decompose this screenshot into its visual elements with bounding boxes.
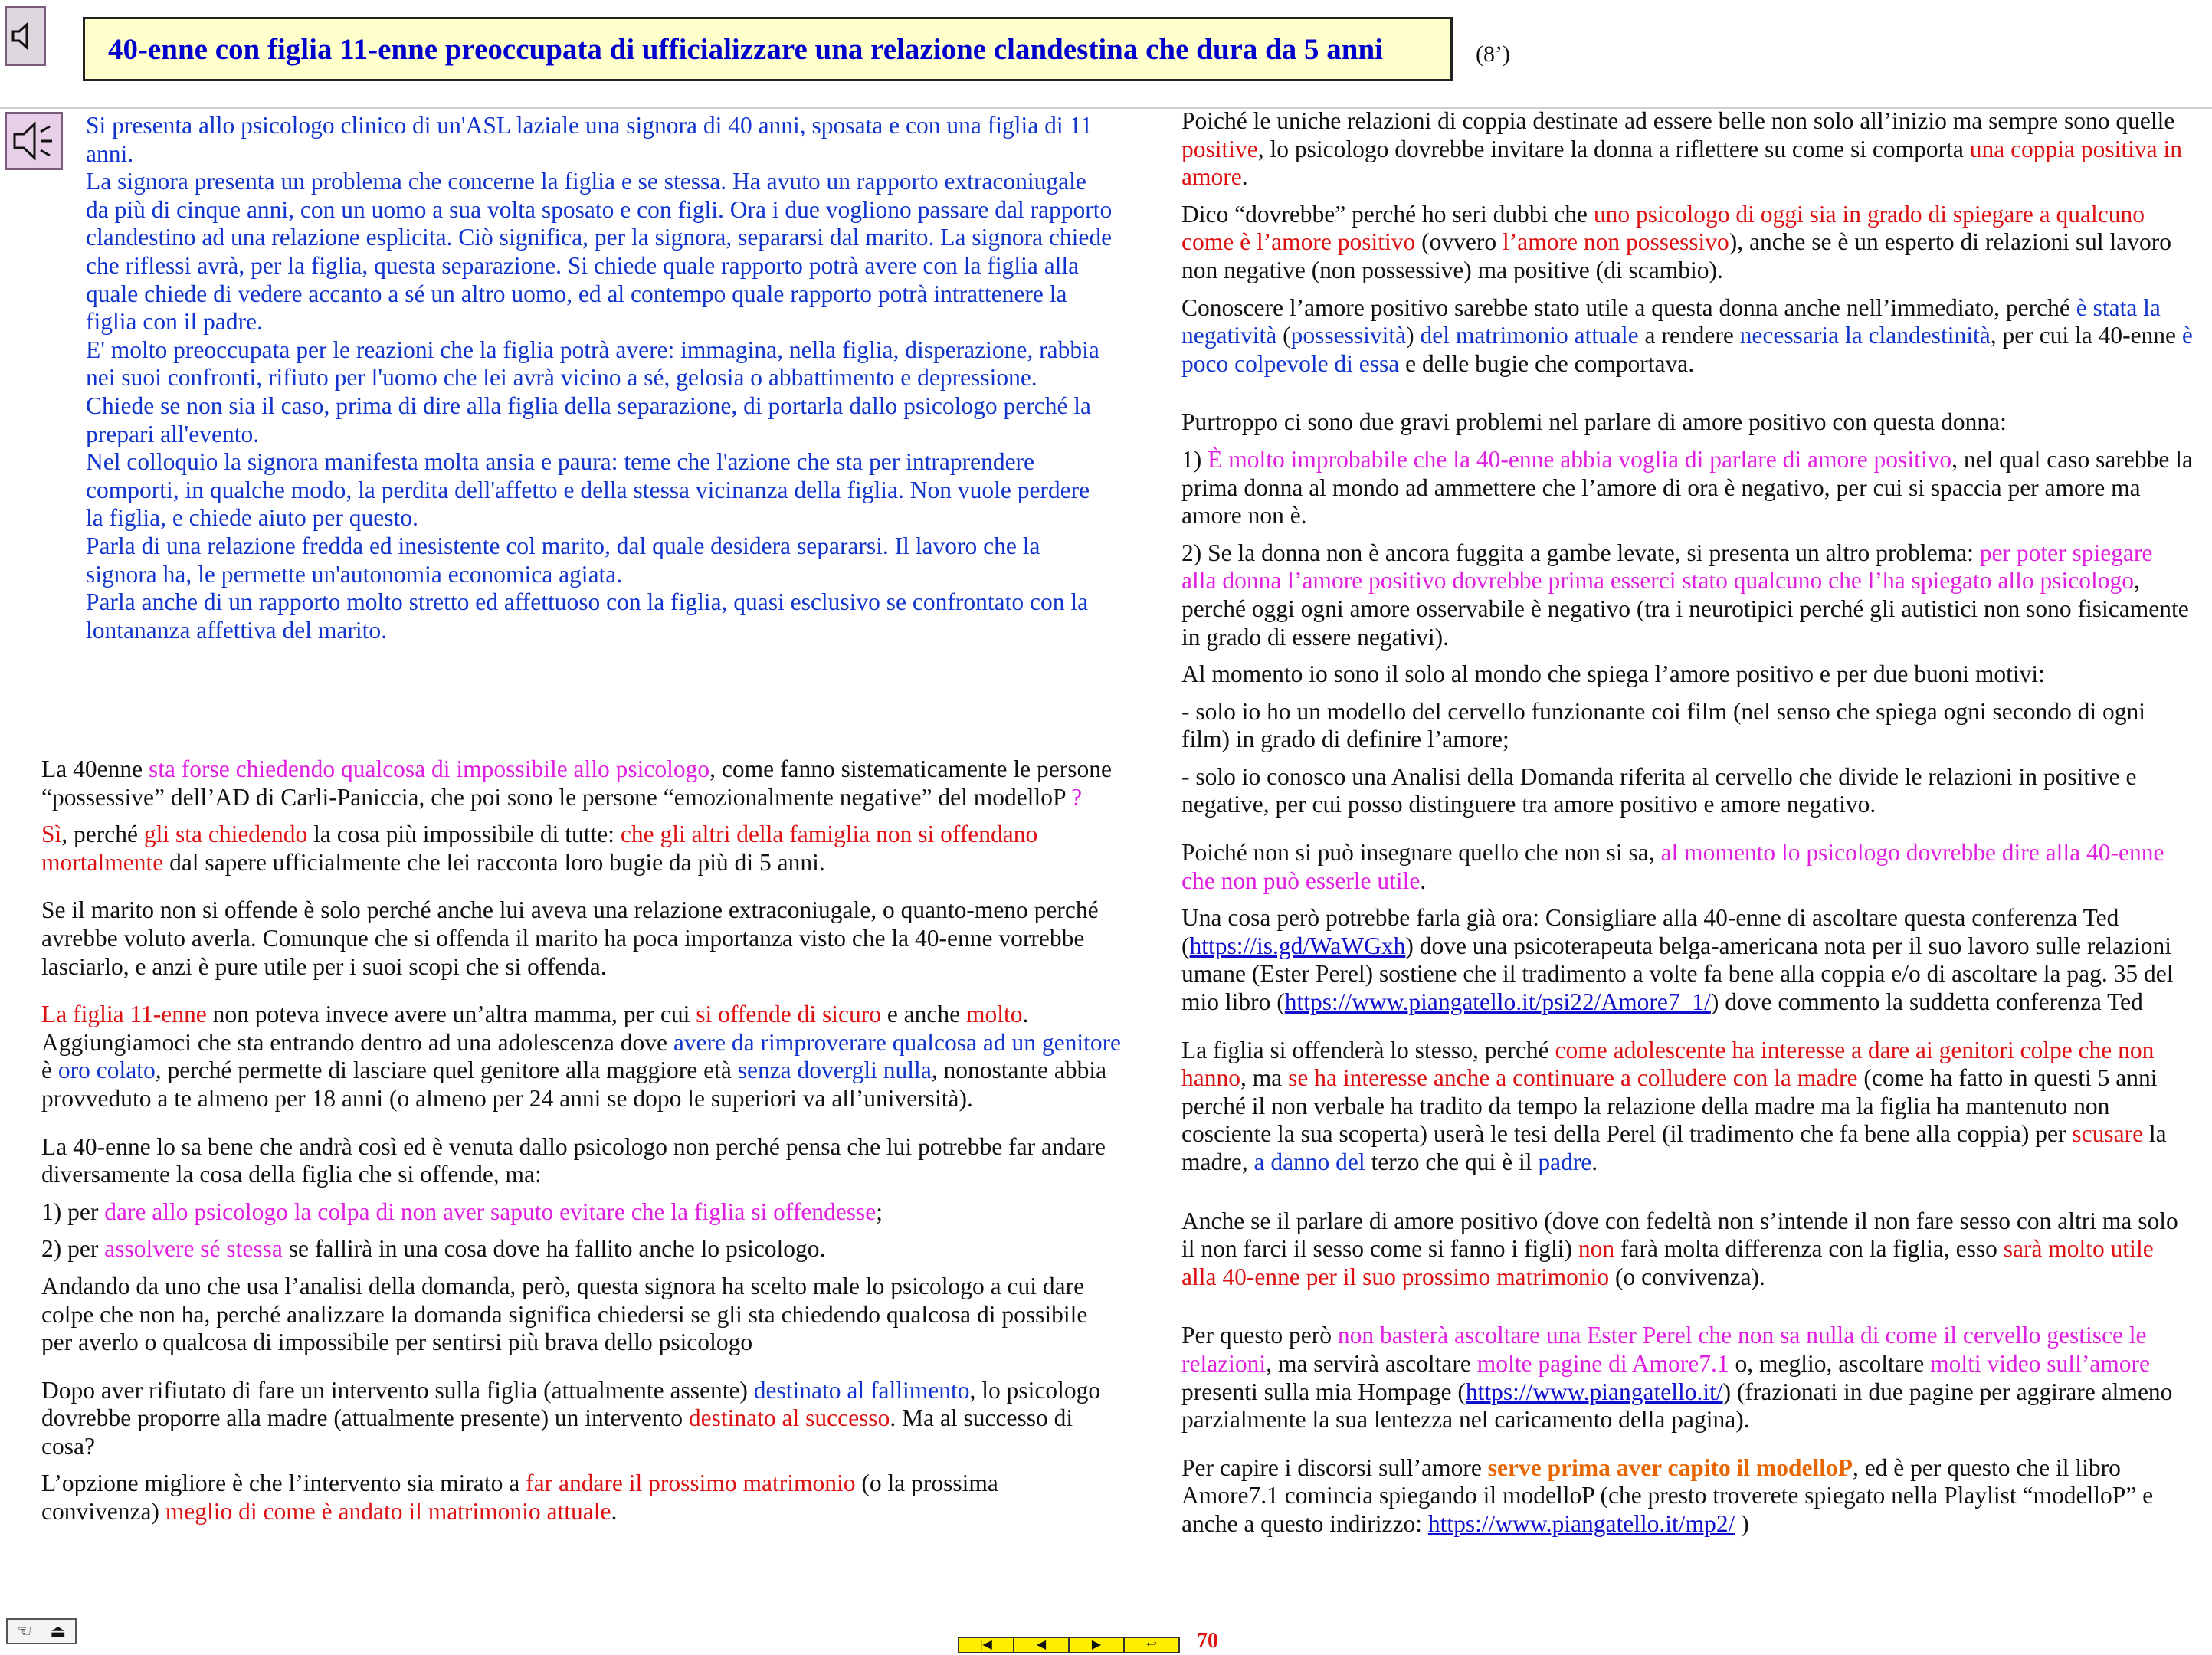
paragraph: - solo io ho un modello del cervello funzionante coi film (nel senso che spiega ogni secondo di ogni film) in grado di definire l’amore;	[1181, 697, 2145, 753]
prev-page-icon: ◀	[1036, 1638, 1047, 1651]
paragraph: Andando da uno che usa l’analisi della domanda, però, questa signora ha scelto male lo psicologo a cui dare colpe che non ha, perché analizzare la domanda significa chiedersi se gli sta chiedendo qualcosa di possibile per averlo o qualcosa di impossibile per sentirsi più brava dello psicologo	[41, 1272, 1088, 1356]
paragraph: La figlia si offenderà lo stesso, perché come adolescente ha interesse a dare ai genitori colpe che non hanno, ma se ha interesse anche a continuare a colludere con la madre (come ha fatto in questi 5 anni perché il non verbale ha tradito da tempo la relazione della madre ma la figlia ha mantenuto non cosciente la sua scoperta) userà le tesi della Perel (il tradimento che fa bene alla coppia) per scusare la madre, a danno del terzo che qui è il padre.	[1181, 1036, 2167, 1175]
audio-button-intro[interactable]	[5, 112, 63, 170]
page-navigation	[958, 1637, 1180, 1653]
paragraph: - solo io conosco una Analisi della Domanda riferita al cervello che divide le relazioni in positive e negative, per cui posso distinguere tra amore positivo e amore negativo.	[1181, 762, 2137, 818]
page-title	[83, 17, 1453, 81]
paragraph: Per questo però non basterà ascoltare una Ester Perel che non sa nulla di come il cervello gestisce le relazioni, ma servirà ascoltare molte pagine di Amore7.1 o, meglio, ascoltare molti video sull’amore presenti sulla mia Hompage (https://www.piangatello.it/) (frazionati in due pagine per aggirare almeno parzialmente la sua lentezza nel caricamento della pagina).	[1181, 1322, 2173, 1434]
paragraph: 1) per dare allo psicologo la colpa di non aver saputo evitare che la figlia si offendesse;	[41, 1198, 883, 1225]
corner-tools[interactable]	[6, 1618, 77, 1644]
page-number: 70	[1197, 1629, 1218, 1653]
prev-page-button[interactable]	[1014, 1638, 1070, 1652]
audio-button-top[interactable]	[5, 6, 46, 66]
paragraph: La 40enne sta forse chiedendo qualcosa di impossibile allo psicologo, come fanno sistematicamente le persone “possessive” dell’AD di Carli-Paniccia, che poi sono le persone “emozionalmente negative” del modelloP ?	[41, 755, 1112, 811]
right-column	[1181, 107, 2193, 1539]
duration-label: (8’)	[1476, 41, 1510, 67]
next-page-button[interactable]	[1070, 1638, 1125, 1652]
paragraph: Sì, perché gli sta chiedendo la cosa più impossibile di tutte: che gli altri della famiglia non si offendano mortalmente dal sapere ufficialmente che lei racconta loro bugie da più di 5 anni.	[41, 821, 1038, 876]
paragraph: 2) Se la donna non è ancora fuggita a gambe levate, si presenta un altro problema: per poter spiegare alla donna l’amore positivo dovrebbe prima esserci stato qualcuno che l’ha spiegato allo psicologo, perché oggi ogni amore osservabile è negativo (tra i neurotipici perché gli autistici non sono fisicamente in grado di essere negativi).	[1181, 539, 2189, 651]
book-page-link[interactable]: https://www.piangatello.it/psi22/Amore7_1/	[1284, 988, 1711, 1016]
paragraph: Una cosa però potrebbe farla già ora: Consigliare alla 40-enne di ascoltare questa conferenza Ted (https://is.gd/WaWGxh) dove una psicoterapeuta belga-americana nota per il suo lavoro sulle relazioni umane (Ester Perel) sostiene che il tradimento a volte fa bene alla coppia e/o di ascoltare la pag. 35 del mio libro (https://www.piangatello.it/psi22/Amore7_1/) dove commento la suddetta conferenza Ted	[1181, 904, 2174, 1016]
ted-talk-link[interactable]: https://is.gd/WaWGxh	[1189, 932, 1406, 959]
paragraph: 2) per assolvere sé stessa se fallirà in una cosa dove ha fallito anche lo psicologo.	[41, 1235, 826, 1263]
next-page-icon: ▶	[1091, 1638, 1102, 1651]
paragraph: La 40-enne lo sa bene che andrà così ed è venuta dallo psicologo non perché pensa che lui potrebbe far andare diversamente la cosa della figlia che si offende, ma:	[41, 1132, 1106, 1188]
homepage-link[interactable]: https://www.piangatello.it/	[1465, 1378, 1723, 1405]
speaker-icon	[10, 117, 57, 165]
hand-pointer-icon: ☜	[16, 1621, 32, 1640]
paragraph: Dopo aver rifiutato di fare un intervento sulla figlia (attualmente assente) destinato al fallimento, lo psicologo dovrebbe proporre alla madre (attualmente presente) un intervento destinato al successo. Ma al successo di cosa?	[41, 1376, 1101, 1460]
paragraph: L’opzione migliore è che l’intervento sia mirato a far andare il prossimo matrimonio (o la prossima convivenza) meglio di come è andato il matrimonio attuale.	[41, 1470, 998, 1526]
first-page-button[interactable]	[959, 1638, 1014, 1652]
intro-paragraph: Parla anche di un rapporto molto stretto ed affettuoso con la figlia, quasi esclusivo se confrontato con la lontananza affettiva del marito.	[86, 588, 1089, 644]
return-button[interactable]	[1125, 1638, 1178, 1652]
paragraph: Poiché le uniche relazioni di coppia destinate ad essere belle non solo all’inizio ma sempre sono quelle positive, lo psicologo dovrebbe invitare la donna a riflettere su come si comporta una coppia positiva in amore.	[1181, 107, 2183, 191]
speaker-icon	[10, 21, 41, 51]
first-page-icon: |◀	[980, 1638, 992, 1651]
intro-paragraph: Si presenta allo psicologo clinico di un'ASL laziale una signora di 40 anni, sposata e con una figlia di 11 anni.	[86, 112, 1093, 167]
left-column	[41, 755, 1122, 1526]
paragraph: Per capire i discorsi sull’amore serve prima aver capito il modelloP, ed è per questo che il libro Amore7.1 comincia spiegando il modelloP (che presto troverete spiegato nella Playlist “modelloP” e anche a questo indirizzo: https://www.piangatello.it/mp2/ )	[1181, 1453, 2154, 1537]
paragraph: La figlia 11-enne non poteva invece avere un’altra mamma, per cui si offende di sicuro e anche molto. Aggiungiamoci che sta entrando dentro ad una adolescenza dove avere da rimproverare qualcosa ad un genitore è oro colato, perché permette di lasciare quel genitore alla maggiore età senza dovergli nulla, nonostante abbia provveduto a te almeno per 18 anni (o almeno per 24 anni se dopo le superiori va all’università).	[41, 1001, 1122, 1112]
eject-icon: ⏏	[50, 1621, 67, 1640]
paragraph: Purtroppo ci sono due gravi problemi nel parlare di amore positivo con questa donna:	[1181, 408, 2007, 436]
modellop-link[interactable]: https://www.piangatello.it/mp2/	[1427, 1509, 1735, 1537]
intro-paragraph: E' molto preoccupata per le reazioni che la figlia potrà avere: immagina, nella figlia, disperazione, rabbia nei suoi confronti, rifiuto per l'uomo che lei avrà vicino a sé, gelosia o abbattimento e depressione.	[86, 336, 1099, 392]
case-description	[86, 112, 1113, 644]
intro-paragraph: Chiede se non sia il caso, prima di dire alla figlia della separazione, di portarla dallo psicologo perché la prepari all'evento.	[86, 392, 1092, 447]
intro-paragraph: La signora presenta un problema che concerne la figlia e se stessa. Ha avuto un rapporto extraconiugale da più di cinque anni, con un uomo a sua volta sposato e con figli. Ora i due vogliono passare dal rapporto clandestino ad una relazione esplicita. Ciò significa, per la signora, separarsi dal marito. La signora chiede che riflessi avrà, per la figlia, questa separazione. Si chiede quale rapporto potrà avere con la figlia alla quale chiede di vedere accanto a sé un altro uomo, ed al contempo quale rapporto potrà intrattenere la figlia con il padre.	[86, 168, 1113, 336]
paragraph: Se il marito non si offende è solo perché anche lui aveva una relazione extraconiugale, o quanto-meno perché avrebbe voluto averla. Comunque che si offenda il marito ha poca importanza visto che la 40-enne vorrebbe lasciarlo, e anzi è pure utile per i suoi scopi che si offenda.	[41, 896, 1099, 980]
return-icon: ↩	[1146, 1638, 1157, 1651]
intro-paragraph: Nel colloquio la signora manifesta molta ansia e paura: teme che l'azione che sta per intraprendere comporti, in qualche modo, la perdita dell'affetto e della stessa vicinanza della figlia. Non vuole perdere la figlia, e chiede aiuto per questo.	[86, 448, 1090, 532]
page-title-text: 40-enne con figlia 11-enne preoccupata di ufficializzare una relazione clandestina che dura da 5 anni	[108, 32, 1383, 66]
paragraph: Anche se il parlare di amore positivo (dove con fedeltà non s’intende il non fare sesso con altri ma solo il non farci il sesso come si fanno i figli) non farà molta differenza con la figlia, esso sarà molto utile alla 40-enne per il suo prossimo matrimonio (o convivenza).	[1181, 1207, 2178, 1290]
paragraph: Poiché non si può insegnare quello che non si sa, al momento lo psicologo dovrebbe dire alla 40-enne che non può esserle utile.	[1181, 839, 2164, 894]
paragraph: Conoscere l’amore positivo sarebbe stato utile a questa donna anche nell’immediato, perché è stata la negatività (possessività) del matrimonio attuale a rendere necessaria la clandestinità, per cui la 40-enne è poco colpevole di essa e delle bugie che comportava.	[1181, 293, 2193, 377]
paragraph: 1) È molto improbabile che la 40-enne abbia voglia di parlare di amore positivo, nel qual caso sarebbe la prima donna al mondo ad ammettere che l’amore di ora è negativo, per cui si spaccia per amore ma amore non è.	[1181, 445, 2193, 529]
paragraph: Dico “dovrebbe” perché ho seri dubbi che uno psicologo di oggi sia in grado di spiegare a qualcuno come è l’amore positivo (ovvero l’amore non possessivo), anche se è un esperto di relazioni sul lavoro non negative (non possessive) ma positive (di scambio).	[1181, 200, 2172, 283]
intro-paragraph: Parla di una relazione fredda ed inesistente col marito, dal quale desidera separarsi. Il lavoro che la signora ha, le permette un'autonomia economica agiata.	[86, 532, 1040, 588]
paragraph: Al momento io sono il solo al mondo che spiega l’amore positivo e per due buoni motivi:	[1181, 660, 2045, 688]
